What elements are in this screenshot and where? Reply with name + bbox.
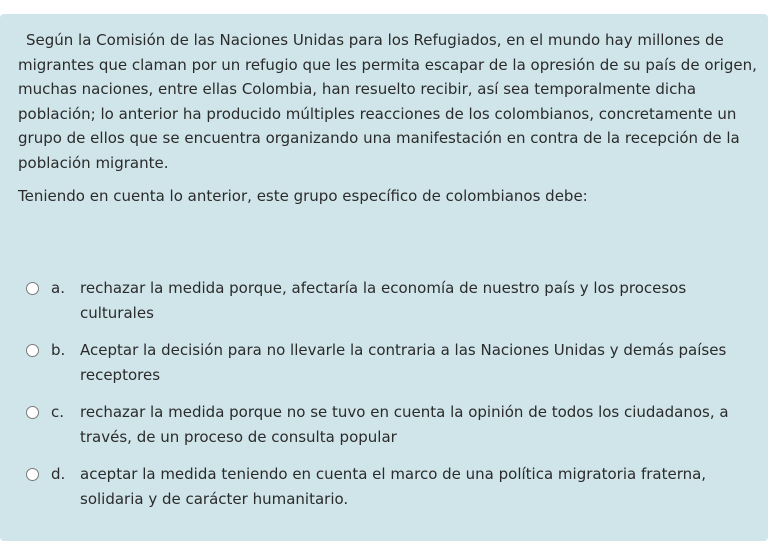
answer-text-b: Aceptar la decisión para no llevarle la contraria a las Naciones Unidas y demás países receptores [80,341,727,384]
answer-option-d[interactable] [24,462,754,512]
radio-button-a[interactable] [26,282,39,295]
question-intro: Según la Comisión de las Naciones Unidas para los Refugiados, en el mundo hay millones de migrantes que claman por un refugio que les permita escapar de la opresión de su país de origen, muchas naciones, entre ellas Colombia, han resuelto recibir, así sea temporalmente dicha población; lo anterior ha producido múltiples reacciones de los colombianos, concretamente un grupo de ellos que se encuentra organizando una manifestación en contra de la recepción de la población migrante. [18,31,757,172]
answer-text-c: rechazar la medida porque no se tuvo en cuenta la opinión de todos los ciudadanos, a través, de un proceso de consulta popular [80,403,729,446]
answer-option-c[interactable] [24,400,754,450]
answer-text-d: aceptar la medida teniendo en cuenta el marco de una política migratoria fraterna, solidaria y de carácter humanitario. [80,465,707,508]
answer-letter-c: c. [51,403,65,421]
answer-text-a: rechazar la medida porque, afectaría la economía de nuestro país y los procesos culturales [80,279,687,322]
question-panel [0,14,768,541]
question-text [18,28,763,209]
answer-letter-b: b. [51,341,66,359]
question-prompt: Teniendo en cuenta lo anterior, este grupo específico de colombianos debe: [18,187,588,205]
answer-letter-a: a. [51,279,65,297]
answer-letter-d: d. [51,465,66,483]
answer-option-b[interactable] [24,338,754,388]
radio-button-b[interactable] [26,344,39,357]
radio-button-d[interactable] [26,468,39,481]
answer-option-a[interactable] [24,276,754,326]
radio-button-c[interactable] [26,406,39,419]
